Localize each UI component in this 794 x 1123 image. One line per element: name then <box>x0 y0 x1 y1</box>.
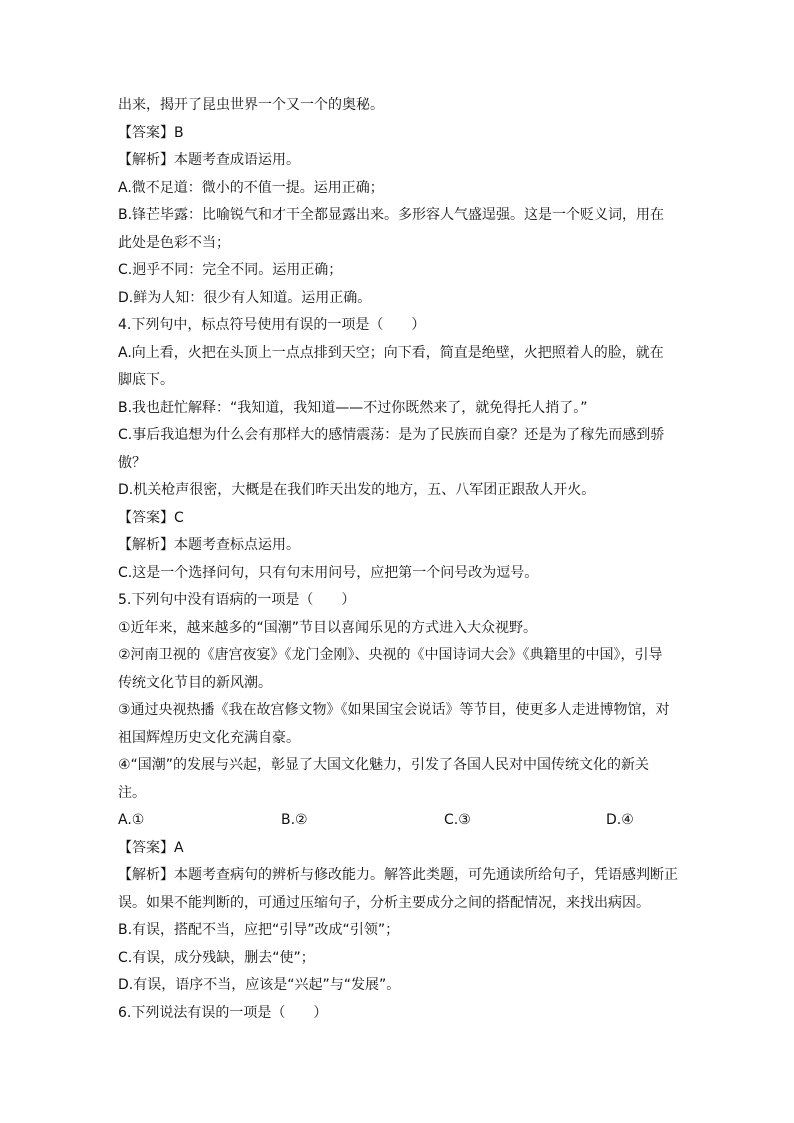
text-line: B.我也赶忙解释：“我知道，我知道——不过你既然来了，就免得托人捎了。” <box>118 399 588 416</box>
text-line: D.有误，语序不当，应该是“兴起”与“发展”。 <box>118 977 401 993</box>
text-line: D.鲜为人知：很少有人知道。运用正确。 <box>118 289 372 306</box>
text-line: C.这是一个选择问句，只有句末用问号，应把第一个问号改为逗号。 <box>118 564 539 581</box>
text-line: 传统文化节目的新风潮。 <box>118 674 272 691</box>
text-line: 误。如果不能判断的，可通过压缩句子，分析主要成分之间的搭配情况，来找出病因。 <box>118 894 650 911</box>
answer-options <box>118 807 678 835</box>
answer-line: 【答案】B <box>118 124 184 141</box>
option-a: A.① <box>118 812 145 828</box>
text-line: ②河南卫视的《唐宫夜宴》《龙门金刚》、央视的《中国诗词大会》《典籍里的中国》，引导 <box>118 647 663 663</box>
question-title: 4.下列句中，标点符号使用有误的一项是（ ） <box>118 317 426 333</box>
text-line: ③通过央视热播《我在故宫修文物》《如果国宝会说话》等节目，使更多人走进博物馆，对 <box>118 702 670 718</box>
text-line: B.有误，搭配不当，应把“引导”改成“引领”； <box>118 922 400 938</box>
text-line: ④“国潮”的发展与兴起，彰显了大国文化魅力，引发了各国人民对中国传统文化的新关 <box>118 757 650 773</box>
text-line: 脚底下。 <box>118 372 174 388</box>
option-b: B.② <box>281 812 308 828</box>
text-line: 傲？ <box>118 454 146 471</box>
analysis-line: 【解析】本题考查成语运用。 <box>118 152 300 168</box>
text-line: 注。 <box>118 784 146 801</box>
answer-line: 【答案】A <box>118 839 184 856</box>
text-line: C.有误，成分残缺，删去“使”； <box>118 949 315 966</box>
text-line: A.向上看，火把在头顶上一点点排到天空；向下看，简直是绝壁，火把照着人的脸，就在 <box>118 344 664 361</box>
text-line: C.迥乎不同：完全不同。运用正确； <box>118 262 343 278</box>
text-line: B.锋芒毕露：比喻锐气和才干全都显露出来。多形容人气盛逞强。这是一个贬义词，用在 <box>118 207 665 223</box>
text-line: D.机关枪声很密，大概是在我们昨天出发的地方，五、八军团正跟敌人开火。 <box>118 482 596 498</box>
text-line: ①近年来，越来越多的“国潮”节目以喜闻乐见的方式进入大众视野。 <box>118 619 538 636</box>
analysis-line: 【解析】本题考查标点运用。 <box>118 537 300 553</box>
text-line: 祖国辉煌历史文化充满自豪。 <box>118 729 300 746</box>
question-title: 6.下列说法有误的一项是（ ） <box>118 1004 328 1021</box>
option-d: D.④ <box>606 812 634 828</box>
text-line: 此处是色彩不当； <box>118 234 230 251</box>
option-c: C.③ <box>444 812 471 828</box>
text-line: A.微不足道：微小的不值一提。运用正确； <box>118 179 384 196</box>
text-line: 出来，揭开了昆虫世界一个又一个的奥秘。 <box>118 97 384 113</box>
answer-line: 【答案】C <box>118 509 184 526</box>
text-line: C.事后我追想为什么会有那样大的感情震荡：是为了民族而自豪？还是为了稼先而感到骄 <box>118 427 665 443</box>
question-title: 5.下列句中没有语病的一项是（ ） <box>118 592 356 608</box>
document-page <box>118 92 678 1027</box>
analysis-line: 【解析】本题考查病句的辨析与修改能力。解答此类题，可先通读所给句子，凭语感判断正 <box>118 867 678 883</box>
